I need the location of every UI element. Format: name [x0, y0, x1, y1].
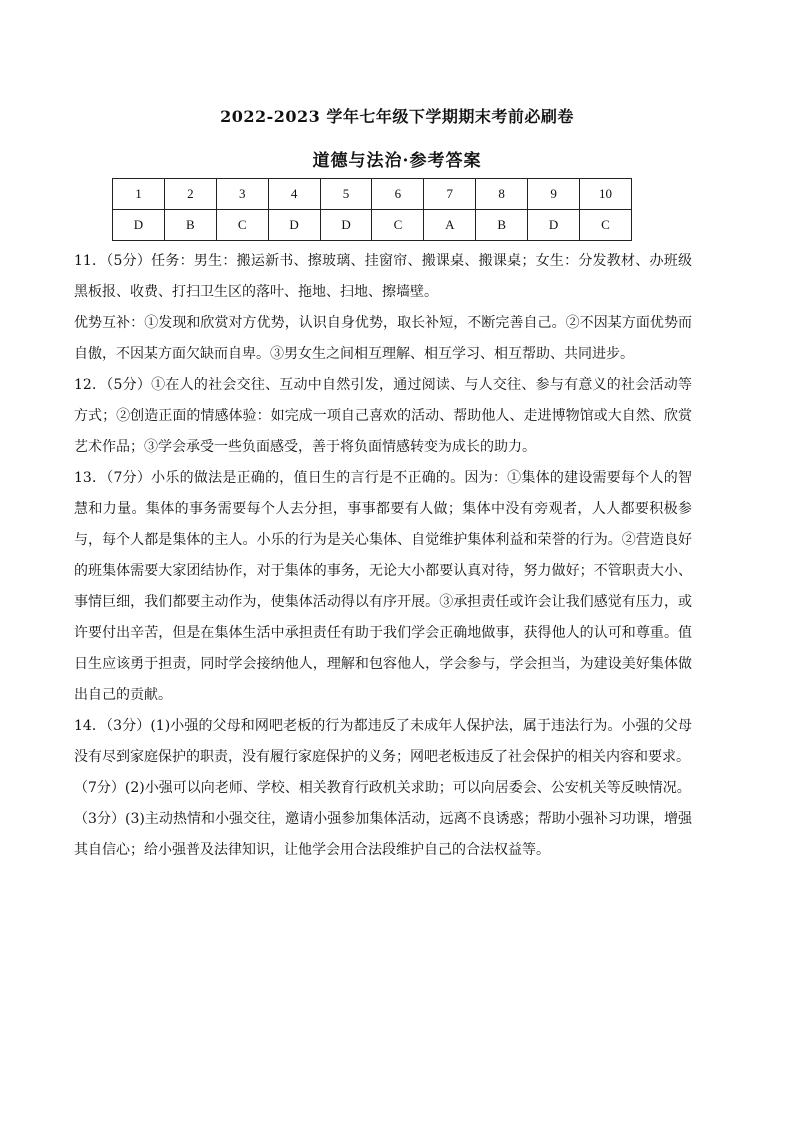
answer-paragraph-q12: 12．（5分）①在人的社会交往、互动中自然引发，通过阅读、与人交往、参与有意义的社会活动等方式；②创造正面的情感体验：如完成一项自己喜欢的活动、帮助他人、走进博物馆或大自然、欣赏艺术作品；③学会承受一些负面感受，善于将负面情感转变为成长的助力。 — [74, 377, 692, 455]
question-number-cell: 5 — [320, 179, 372, 210]
answer-cell: C — [372, 210, 424, 241]
answer-cell: A — [424, 210, 476, 241]
answer-cell: D — [320, 210, 372, 241]
answer-paragraph-q14-part2: （7分）(2)小强可以向老师、学校、相关教育行政机关求助；可以向居委会、公安机关等反映情况。 — [74, 780, 691, 796]
question-number-cell: 10 — [580, 179, 632, 210]
question-number-cell: 6 — [372, 179, 424, 210]
question-number-cell: 9 — [528, 179, 580, 210]
question-number-cell: 3 — [216, 179, 268, 210]
answer-table-number-row — [113, 179, 632, 210]
document-title: 2022-2023 学年七年级下学期期末考前必刷卷 — [220, 107, 574, 126]
answer-paragraph-q11-strengths: 优势互补：①发现和欣赏对方优势，认识自身优势，取长补短，不断完善自己。②不因某方面优势而自傲，不因某方面欠缺而自卑。③男女生之间相互理解、相互学习、相互帮助、共同进步。 — [74, 315, 692, 362]
answer-cell: C — [580, 210, 632, 241]
answer-cell: C — [216, 210, 268, 241]
document-subtitle: 道德与法治·参考答案 — [312, 151, 482, 171]
answer-paragraph-q11-tasks: 11．（5分）任务：男生：搬运新书、擦玻璃、挂窗帘、搬课桌、搬课桌；女生：分发教材、办班级黑板报、收费、打扫卫生区的落叶、拖地、扫地、擦墙壁。 — [74, 253, 692, 300]
question-number-cell: 7 — [424, 179, 476, 210]
answer-cell: D — [113, 210, 165, 241]
answer-table-answer-row — [113, 210, 632, 241]
question-number-cell: 2 — [164, 179, 216, 210]
answer-paragraph-q14-part3: （3分）(3)主动热情和小强交往，邀请小强参加集体活动，远离不良诱惑；帮助小强补习功课，增强其自信心；给小强普及法律知识，让他学会用合法段维护自己的合法权益等。 — [74, 811, 692, 858]
answer-cell: B — [164, 210, 216, 241]
answer-table — [112, 178, 632, 241]
answer-cell: D — [528, 210, 580, 241]
question-number-cell: 8 — [476, 179, 528, 210]
answer-cell: D — [268, 210, 320, 241]
answer-paragraph-q14-part1: 14．（3分）(1)小强的父母和网吧老板的行为都违反了未成年人保护法，属于违法行为。小强的父母没有尽到家庭保护的职责，没有履行家庭保护的义务；网吧老板违反了社会保护的相关内容和要求。 — [74, 718, 692, 765]
question-number-cell: 1 — [113, 179, 165, 210]
question-number-cell: 4 — [268, 179, 320, 210]
answer-body — [74, 246, 692, 866]
answer-cell: B — [476, 210, 528, 241]
answer-paragraph-q13: 13．（7分）小乐的做法是正确的，值日生的言行是不正确的。因为：①集体的建设需要每个人的智慧和力量。集体的事务需要每个人去分担，事事都要有人做；集体中没有旁观者，人人都要积极参与，每个人都是集体的主人。小乐的行为是关心集体、自觉维护集体利益和荣誉的行为。②营造良好的班集体需要大家团结协作，对于集体的事务，无论大小都要认真对待，努力做好；不管职责大小、事情巨细，我们都要主动作为，使集体活动得以有序开展。③承担责任或许会让我们感觉有压力，或许要付出辛苦，但是在集体生活中承担责任有助于我们学会正确地做事，获得他人的认可和尊重。值日生应该勇于担责，同时学会接纳他人，理解和包容他人，学会参与，学会担当，为建设美好集体做出自己的贡献。 — [74, 470, 692, 703]
